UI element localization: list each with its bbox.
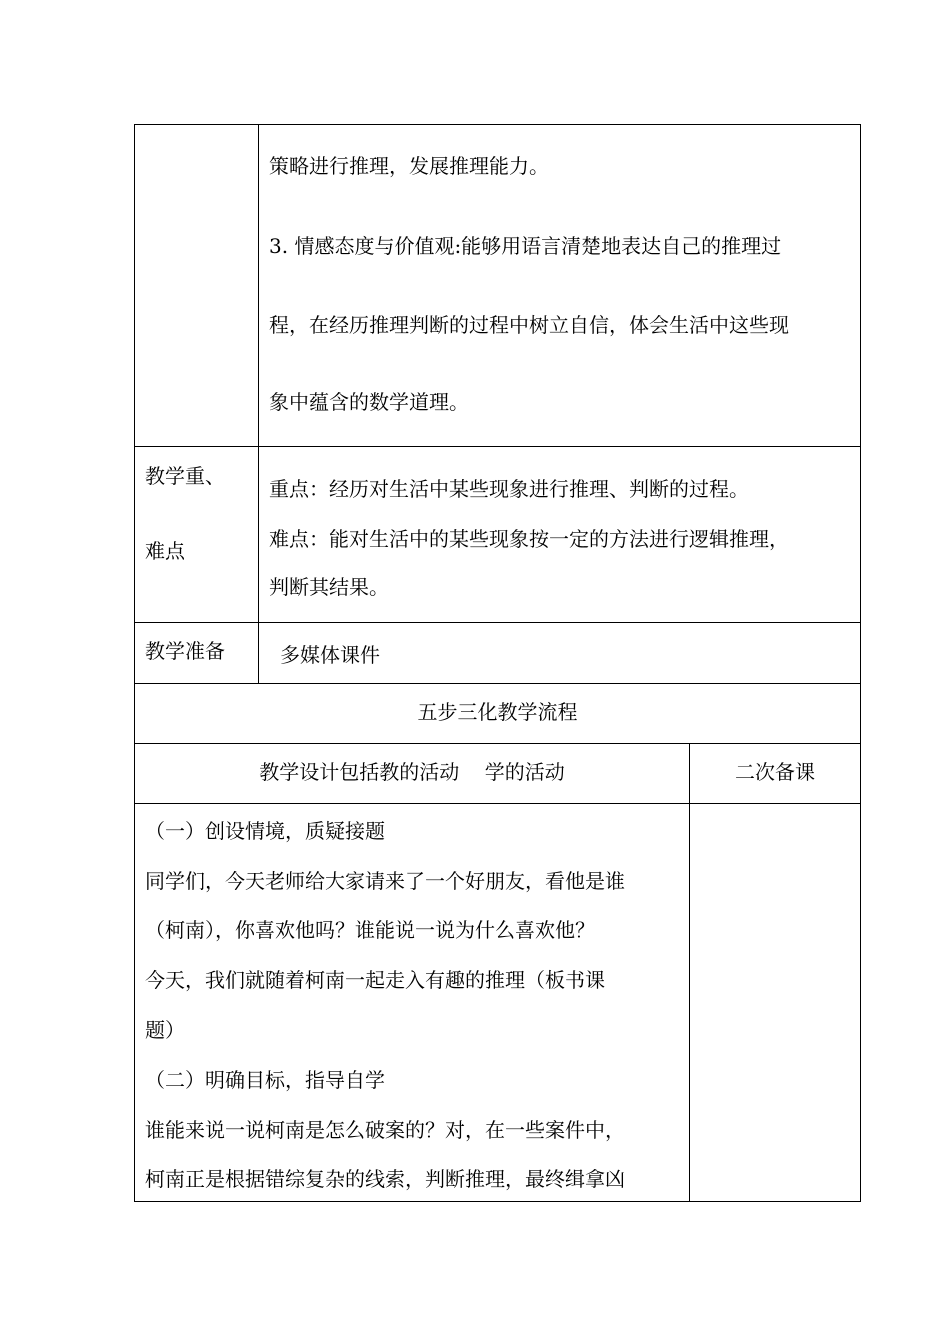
flow-title-row [134,683,861,744]
content-line-5: 题） [145,1018,185,1042]
preparation-label: 教学准备 [145,639,225,663]
objectives-line-4: 象中蕴含的数学道理。 [269,390,469,414]
objectives-line-3: 程，在经历推理判断的过程中树立自信，体会生活中这些现 [269,313,789,337]
design-content-cell [135,804,690,1201]
difficult-point-text: 难点：能对生活中的某些现象按一定的方法进行逻辑推理， [269,527,789,551]
secondary-content-cell [690,804,860,1201]
preparation-row [134,622,861,684]
preparation-value: 多媒体课件 [280,643,380,667]
secondary-header: 二次备课 [735,760,815,784]
key-points-row [134,446,861,623]
content-line-4: 今天，我们就随着柯南一起走入有趣的推理（板书课 [145,968,605,992]
key-points-label-cell [135,447,259,622]
key-point-text: 重点：经历对生活中某些现象进行推理、判断的过程。 [269,477,749,501]
content-line-6: （二）明确目标，指导自学 [145,1068,385,1092]
design-header: 教学设计包括教的活动 学的活动 [259,760,565,784]
content-line-1: （一）创设情境，质疑接题 [145,819,385,843]
design-header-cell [135,744,690,803]
objectives-label-cell [135,125,259,446]
column-header-row [134,743,861,804]
content-line-2: 同学们，今天老师给大家请来了一个好朋友，看他是谁 [145,869,625,893]
secondary-header-cell [690,744,860,803]
flow-title: 五步三化教学流程 [417,700,578,724]
difficult-point-text-cont: 判断其结果。 [269,575,389,599]
objectives-row [134,124,861,447]
key-points-label-line-2: 难点 [145,539,185,563]
objectives-line-2: 3. 情感态度与价值观:能够用语言清楚地表达自己的推理过 [269,234,782,258]
content-line-8: 柯南正是根据错综复杂的线索，判断推理，最终缉拿凶 [145,1167,625,1191]
content-line-7: 谁能来说一说柯南是怎么破案的？对，在一些案件中， [145,1118,625,1142]
preparation-label-cell [135,623,259,683]
objectives-line-1: 策略进行推理，发展推理能力。 [269,154,549,178]
key-points-label-line-1: 教学重、 [145,464,225,488]
content-row [134,803,861,1202]
content-line-3: （柯南），你喜欢他吗？谁能说一说为什么喜欢他？ [145,918,595,942]
